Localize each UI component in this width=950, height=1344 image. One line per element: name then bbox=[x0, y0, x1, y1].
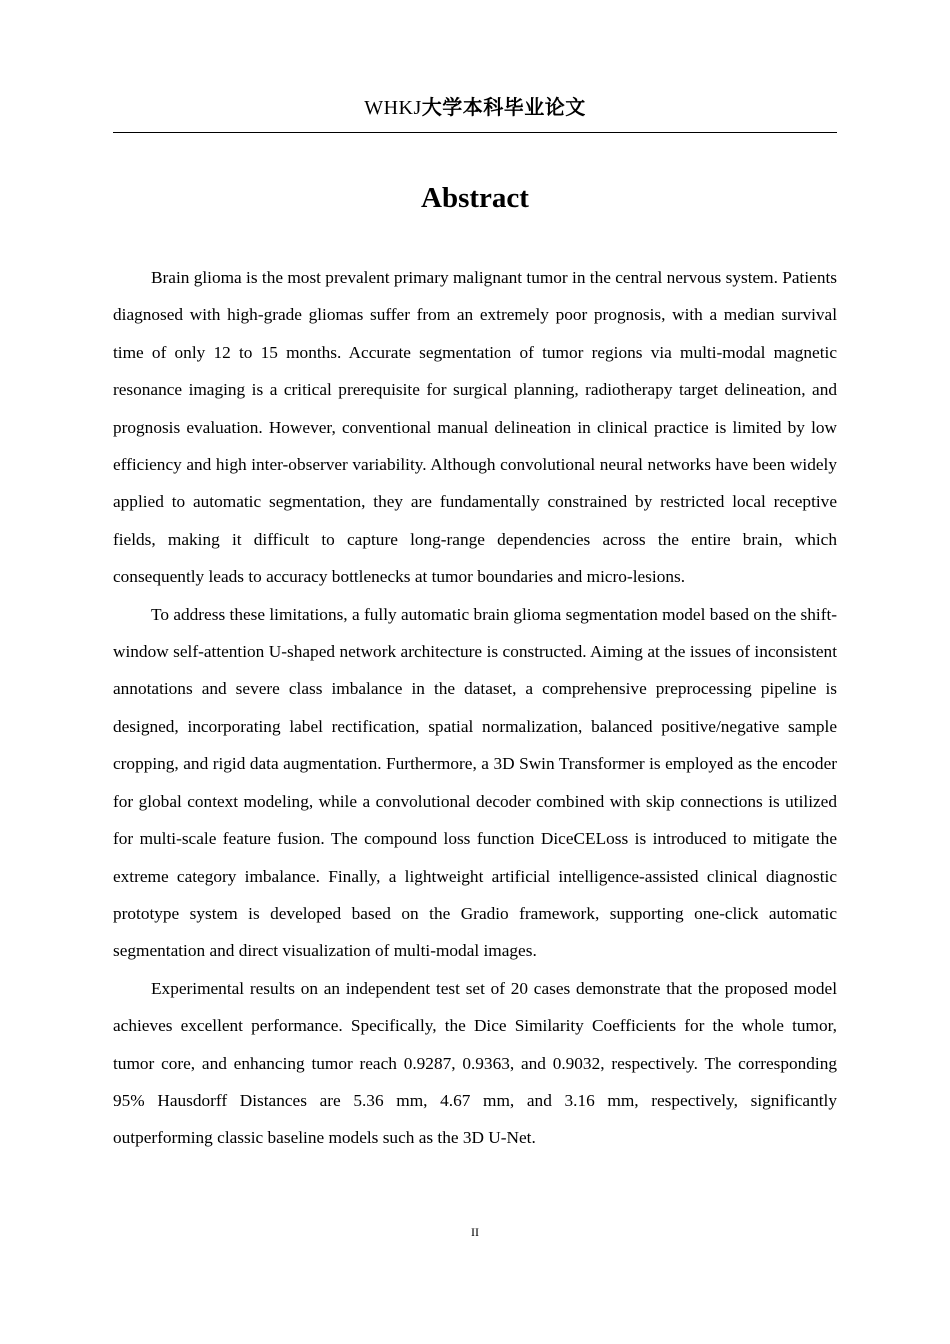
section-title: Abstract bbox=[421, 182, 529, 214]
page-number: II bbox=[471, 1225, 479, 1239]
running-header-cjk: 大学本科毕业论文 bbox=[421, 95, 586, 119]
abstract-paragraph-3: Experimental results on an independent test set of 20 cases demonstrate that the proposed model achieves excellent performance. Specifically, the Dice Similarity Coefficients for the whole tumor, tumor core, and enhancing tumor reach 0.9287, 0.9363, and 0.9032, respectively. The corresponding 95% Hausdorff Distances are 5.36 mm, 4.67 mm, and 3.16 mm, respectively, significantly outperforming classic baseline models such as the 3D U-Net. bbox=[113, 978, 837, 1148]
header-divider bbox=[113, 132, 837, 133]
abstract-paragraph-2: To address these limitations, a fully automatic brain glioma segmentation model based on the shift-window self-attention U-shaped network architecture is constructed. Aiming at the issues of inconsistent annotations and severe class imbalance in the dataset, a comprehensive preprocessing pipeline is designed, incorporating label rectification, spatial normalization, balanced positive/negative sample cropping, and rigid data augmentation. Furthermore, a 3D Swin Transformer is employed as the encoder for global context modeling, while a convolutional decoder combined with skip connections is utilized for multi-scale feature fusion. The compound loss function DiceCELoss is introduced to mitigate the extreme category imbalance. Finally, a lightweight artificial intelligence-assisted clinical diagnostic prototype system is developed based on the Gradio framework, supporting one-click automatic segmentation and direct visualization of multi-modal images. bbox=[113, 604, 837, 961]
abstract-paragraph-1: Brain glioma is the most prevalent primary malignant tumor in the central nervous system. Patients diagnosed with high-grade gliomas suffer from an extremely poor prognosis, with a median survival time of only 12 to 15 months. Accurate segmentation of tumor regions via multi-modal magnetic resonance imaging is a critical prerequisite for surgical planning, radiotherapy target delineation, and prognosis evaluation. However, conventional manual delineation in clinical practice is limited by low efficiency and high inter-observer variability. Although convolutional neural networks have been widely applied to automatic segmentation, they are fundamentally constrained by restricted local receptive fields, making it difficult to capture long-range dependencies across the entire brain, which consequently leads to accuracy bottlenecks at tumor boundaries and micro-lesions. bbox=[113, 268, 837, 587]
running-header bbox=[113, 92, 837, 123]
abstract-body bbox=[113, 259, 837, 1157]
running-header-latin: WHKJ bbox=[364, 97, 422, 119]
